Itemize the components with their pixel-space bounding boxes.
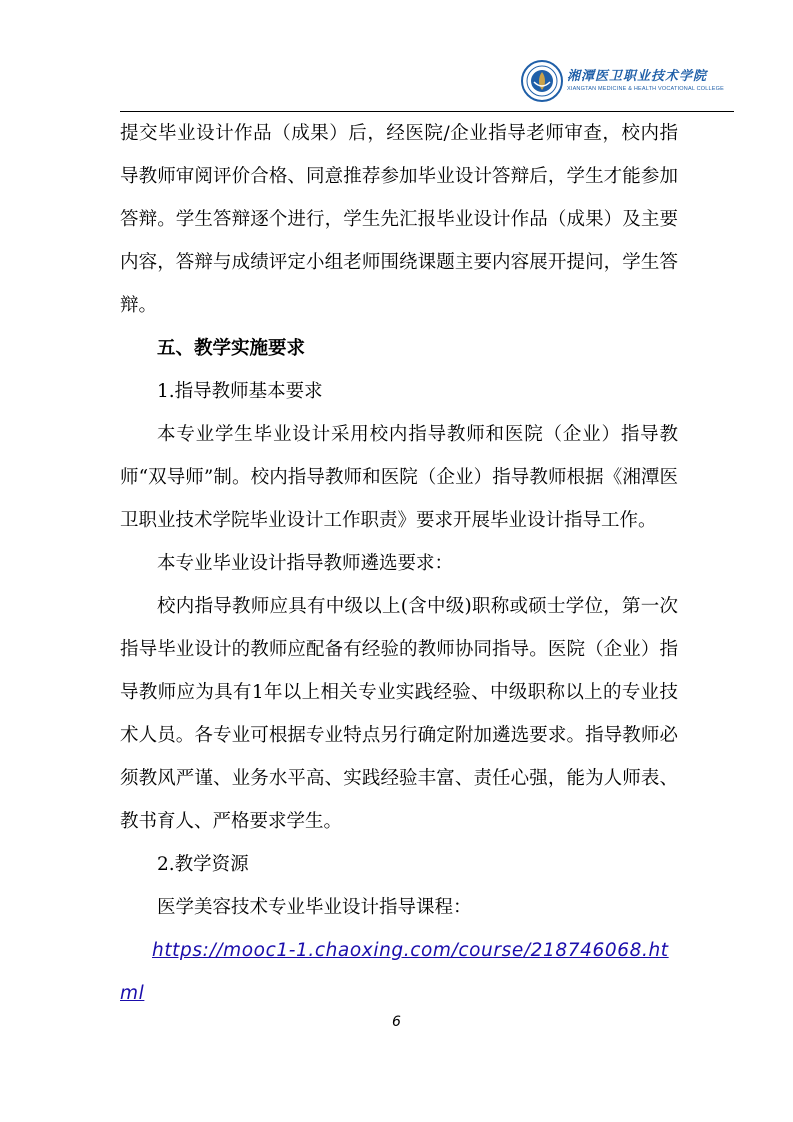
logo-text-en: XIANGTAN MEDICINE & HEALTH VOCATIONAL COLLEGE [566, 86, 724, 92]
paragraph-dual-advisor: 本专业学生毕业设计采用校内指导教师和医院（企业）指导教师“双导师”制。校内指导教师和医院（企业）指导教师根据《湘潭医卫职业技术学院毕业设计工作职责》要求开展毕业设计指导工作。 [120, 424, 678, 531]
course-link-line [120, 929, 678, 1015]
paragraph-course-intro: 医学美容技术专业毕业设计指导课程： [157, 897, 472, 918]
college-logo [521, 60, 724, 102]
paragraph-defense-process: 提交毕业设计作品（成果）后，经医院/企业指导老师审查，校内指导教师审阅评价合格、同意推荐参加毕业设计答辩后，学生才能参加答辩。学生答辩逐个进行，学生先汇报毕业设计作品（成果）及主要内容，答辩与成绩评定小组老师围绕课题主要内容展开提问，学生答辩。 [120, 123, 678, 316]
course-link[interactable]: https://mooc1-1.chaoxing.com/course/218746068.html [120, 940, 669, 1004]
document-body [120, 112, 678, 1015]
page-number: 6 [392, 1014, 401, 1030]
logo-text-cn: 湘潭医卫职业技术学院 [566, 69, 707, 84]
subheading-advisor-requirements: 1.指导教师基本要求 [157, 381, 323, 402]
paragraph-selection-intro: 本专业毕业设计指导教师遴选要求： [157, 553, 454, 574]
page-header [120, 54, 734, 112]
college-seal-icon [521, 60, 563, 102]
subheading-teaching-resources: 2.教学资源 [157, 854, 249, 875]
section-heading: 五、教学实施要求 [157, 338, 306, 359]
paragraph-selection-criteria: 校内指导教师应具有中级以上(含中级)职称或硕士学位，第一次指导毕业设计的教师应配备有经验的教师协同指导。医院（企业）指导教师应为具有1年以上相关专业实践经验、中级职称以上的专业技术人员。各专业可根据专业特点另行确定附加遴选要求。指导教师必须教风严谨、业务水平高、实践经验丰富、责任心强，能为人师表、教书育人、严格要求学生。 [120, 596, 678, 832]
